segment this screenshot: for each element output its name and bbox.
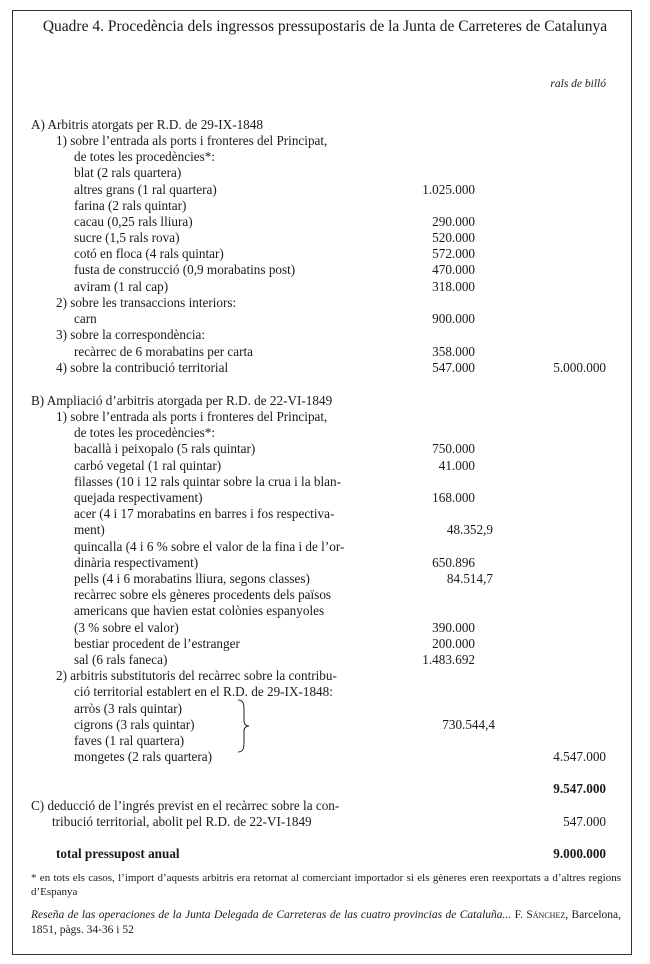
row-partial-value: 900.000 xyxy=(432,311,475,326)
row-label: cacau (0,25 rals lliura) xyxy=(74,214,193,229)
row-label: bestiar procedent de l’estranger xyxy=(74,636,240,651)
row-label: blat (2 rals quartera) xyxy=(74,165,182,180)
units-label: rals de billó xyxy=(550,78,606,90)
row-label: fusta de construcció (0,9 morabatins post) xyxy=(74,262,296,277)
table-row xyxy=(0,458,650,474)
row-label: 2) arbitris substitutoris del recàrrec sobre la contribu- xyxy=(56,668,337,683)
row-label: bacallà i peixopalo (5 rals quintar) xyxy=(74,441,256,456)
table-row xyxy=(0,571,650,587)
row-label: A) Arbitris atorgats per R.D. de 29-IX-1848 xyxy=(31,117,263,132)
table-row xyxy=(0,749,650,765)
row-label: cigrons (3 rals quintar) xyxy=(74,717,195,732)
table-row xyxy=(0,587,650,603)
table-row xyxy=(0,262,650,278)
table-row xyxy=(0,425,650,441)
row-label: aviram (1 ral cap) xyxy=(74,279,169,294)
table-row xyxy=(0,798,650,814)
row-partial-value: 572.000 xyxy=(432,246,475,261)
row-partial-value: 390.000 xyxy=(432,620,475,635)
table-row xyxy=(0,846,650,862)
row-label: altres grans (1 ral quartera) xyxy=(74,182,217,197)
table-row xyxy=(0,295,650,311)
row-total-value: 9.000.000 xyxy=(553,846,606,861)
table-row xyxy=(0,198,650,214)
source-details: , Barcelona, 1851, pàgs. 34-36 i 52 xyxy=(31,909,621,936)
table-row xyxy=(0,701,650,717)
row-partial-value: 358.000 xyxy=(432,344,475,359)
table-row xyxy=(0,149,650,165)
table-row xyxy=(0,474,650,490)
row-label: 4) sobre la contribució territorial xyxy=(56,360,229,375)
row-partial-value: 750.000 xyxy=(432,441,475,456)
row-partial-value: 650.896 xyxy=(432,555,475,570)
row-label: carn xyxy=(74,311,97,326)
row-label: carbó vegetal (1 ral quintar) xyxy=(74,458,222,473)
row-partial-value: 84.514,7 xyxy=(446,571,493,586)
row-label: 2) sobre les transaccions interiors: xyxy=(56,295,237,310)
row-label: quejada respectivament) xyxy=(74,490,203,505)
table-row xyxy=(0,441,650,457)
table-row xyxy=(0,393,650,409)
row-label: recàrrec de 6 morabatins per carta xyxy=(74,344,254,359)
row-partial-value: 520.000 xyxy=(432,230,475,245)
table-row xyxy=(0,360,650,376)
row-total-value: 9.547.000 xyxy=(553,781,606,796)
row-partial-value: 290.000 xyxy=(432,214,475,229)
row-label: de totes les procedències*: xyxy=(74,149,215,164)
table-row xyxy=(0,781,650,797)
row-label: 1) sobre l’entrada als ports i fronteres del Principat, xyxy=(56,133,328,148)
table-row xyxy=(0,409,650,425)
table-row xyxy=(0,214,650,230)
row-label: quincalla (4 i 6 % sobre el valor de la fina i de l’or- xyxy=(74,539,345,554)
table-row xyxy=(0,133,650,149)
row-label: pells (4 i 6 morabatins lliura, segons classes) xyxy=(74,571,310,586)
row-partial-value: 200.000 xyxy=(432,636,475,651)
row-label: filasses (10 i 12 rals quintar sobre la crua i la blan- xyxy=(74,474,341,489)
table-row xyxy=(0,311,650,327)
row-label: total pressupost anual xyxy=(56,846,180,861)
row-label: ció territorial establert en el R.D. de 29-IX-1848: xyxy=(74,684,333,699)
row-partial-value: 547.000 xyxy=(432,360,475,375)
row-partial-value: 470.000 xyxy=(432,262,475,277)
row-label: de totes les procedències*: xyxy=(74,425,215,440)
table-row xyxy=(0,279,650,295)
table-row xyxy=(0,522,650,538)
row-total-value: 5.000.000 xyxy=(553,360,606,375)
footnote: * en tots els casos, l’import d’aquests arbitris era retornat al comerciant importador si els gèneres eren reexportats a d’altres regions d’Espanya xyxy=(31,872,621,898)
table-row xyxy=(0,539,650,555)
table-row xyxy=(0,230,650,246)
table-row xyxy=(0,117,650,133)
row-label: recàrrec sobre els gèneres procedents dels països xyxy=(74,587,332,602)
row-total-value: 4.547.000 xyxy=(553,749,606,764)
row-partial-value: 168.000 xyxy=(432,490,475,505)
table-row xyxy=(0,733,650,749)
row-label: ment) xyxy=(74,522,105,537)
row-label: dinària respectivament) xyxy=(74,555,199,570)
row-partial-value: 1.483.692 xyxy=(422,652,475,667)
brace-icon xyxy=(236,699,250,753)
row-label: cotó en floca (4 rals quintar) xyxy=(74,246,224,261)
table-row xyxy=(0,620,650,636)
row-partial-value: 318.000 xyxy=(432,279,475,294)
row-label: B) Ampliació d’arbitris atorgada per R.D. de 22-VI-1849 xyxy=(31,393,333,408)
table-row xyxy=(0,327,650,343)
row-label: (3 % sobre el valor) xyxy=(74,620,179,635)
table-row xyxy=(0,636,650,652)
table-title: Quadre 4. Procedència dels ingressos pressupostaris de la Junta de Carreteres de Catalunya xyxy=(42,18,608,35)
row-label: 3) sobre la correspondència: xyxy=(56,327,206,342)
row-label: acer (4 i 17 morabatins en barres i fos respectiva- xyxy=(74,506,335,521)
row-label: farina (2 rals quintar) xyxy=(74,198,187,213)
row-label: americans que havien estat colònies espanyoles xyxy=(74,603,325,618)
table-row xyxy=(0,555,650,571)
source-citation xyxy=(31,908,621,938)
row-label: sucre (1,5 rals rova) xyxy=(74,230,180,245)
row-label: sal (6 rals faneca) xyxy=(74,652,168,667)
row-partial-value: 730.544,4 xyxy=(442,717,495,732)
table-row xyxy=(0,165,650,181)
row-label: arròs (3 rals quintar) xyxy=(74,701,183,716)
table-row xyxy=(0,182,650,198)
table-row xyxy=(0,344,650,360)
table-row xyxy=(0,717,650,733)
row-partial-value: 1.025.000 xyxy=(422,182,475,197)
table-row xyxy=(0,246,650,262)
table-row xyxy=(0,506,650,522)
source-author: F. Sánchez xyxy=(514,909,566,921)
table-row xyxy=(0,652,650,668)
table-row xyxy=(0,603,650,619)
table-row xyxy=(0,814,650,830)
row-label: 1) sobre l’entrada als ports i fronteres del Principat, xyxy=(56,409,328,424)
table-row xyxy=(0,490,650,506)
row-partial-value: 48.352,9 xyxy=(446,522,493,537)
row-label: mongetes (2 rals quartera) xyxy=(74,749,213,764)
table-row xyxy=(0,668,650,684)
row-label: faves (1 ral quartera) xyxy=(74,733,185,748)
row-label: tribució territorial, abolit pel R.D. de 22-VI-1849 xyxy=(52,814,312,829)
row-total-value: 547.000 xyxy=(563,814,606,829)
table-row xyxy=(0,684,650,700)
row-label: C) deducció de l’ingrés previst en el recàrrec sobre la con- xyxy=(31,798,340,813)
source-title: Reseña de las operaciones de la Junta Delegada de Carreteras de las cuatro provincias de Cataluña... xyxy=(31,909,512,921)
row-partial-value: 41.000 xyxy=(438,458,475,473)
